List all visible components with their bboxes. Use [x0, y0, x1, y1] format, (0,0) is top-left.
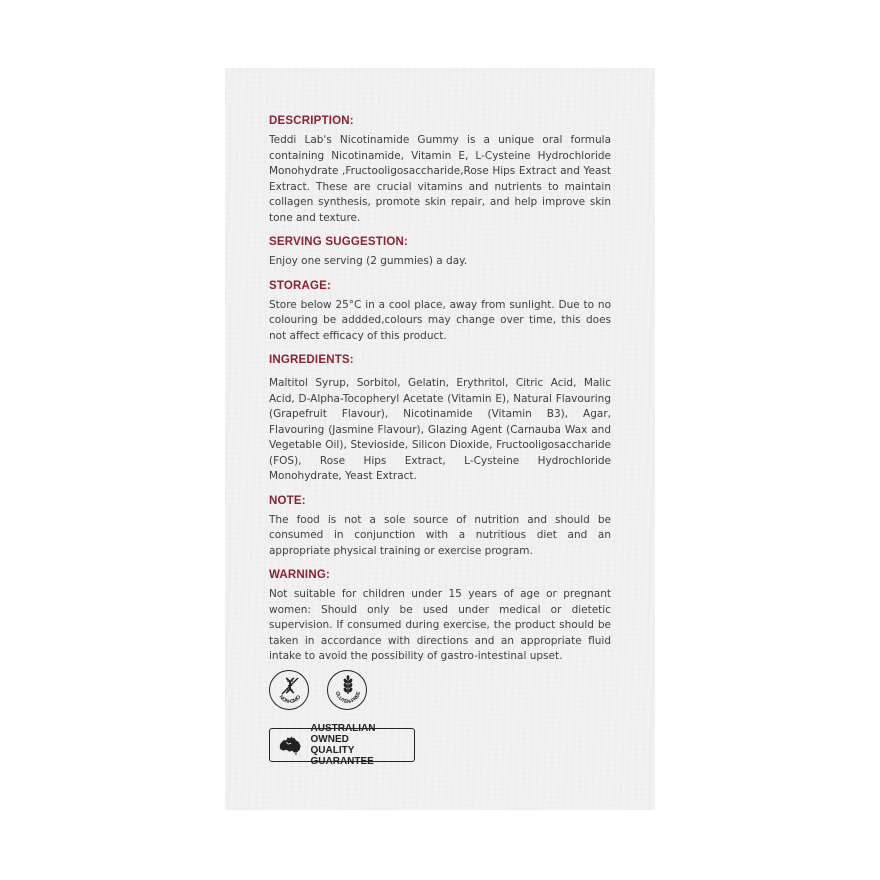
serving-text: Enjoy one serving (2 gummies) a day. — [269, 255, 468, 267]
gluten-free-label: GLUTEN-FREE — [333, 690, 363, 706]
serving-section — [269, 235, 611, 270]
label-content — [269, 114, 611, 674]
australia-map-icon — [278, 734, 303, 756]
australian-owned-line1: AUSTRALIAN OWNED — [310, 723, 376, 745]
non-gmo-badge — [269, 670, 309, 710]
storage-heading: STORAGE: — [269, 279, 332, 292]
wheat-icon — [328, 671, 368, 711]
serving-heading: SERVING SUGGESTION: — [269, 236, 409, 248]
ingredients-heading: INGREDIENTS: — [269, 354, 354, 366]
ingredients-text: Maltitol Syrup, Sorbitol, Gelatin, Erythritol, Citric Acid, Malic Acid, D-Alpha-Tocopheryl Acetate (Vitamin E), Natural Flavouring (Grapefruit Flavour), Nicotinamide (Vitamin B3), Agar, Flavouring (Jasmine Flavour), Glazing Agent (Carnauba Wax and Vegetable Oil), Stevioside, Silicon Dioxide, Fructooligosaccharide (FOS), Rose Hips Extract, L-Cysteine Hydrochloride Monohydrate, Yeast Extract. — [269, 377, 611, 482]
note-heading: NOTE: — [269, 494, 306, 507]
description-heading: DESCRIPTION: — [269, 115, 354, 127]
description-text: Teddi Lab's Nicotinamide Gummy is a unique oral formula containing Nicotinamide, Vitamin E, L-Cysteine Hydrochloride Monohydrate ,Fructooligosaccharide,Rose Hips Extract and Yeast Extract. These are crucial vitamins and nutrients to maintain collagen synthesis, promote skin repair, and help improve skin tone and texture. — [269, 134, 611, 224]
ingredients-section — [269, 353, 611, 485]
australian-owned-text — [311, 723, 415, 767]
certification-badges — [269, 670, 367, 710]
warning-text: Not suitable for children under 15 years of age or pregnant women: Should only be used under medical or dietetic supervision. If consumed during exercise, the product should be taken in accordance with directions and an appropriate fluid intake to avoid the possibility of gastro-intestinal upset. — [269, 588, 611, 662]
note-section — [269, 494, 611, 560]
non-gmo-label: NON-GMO — [277, 694, 303, 706]
storage-section — [269, 279, 611, 345]
warning-heading: WARNING: — [269, 569, 331, 581]
description-section — [269, 114, 611, 226]
note-text: The food is not a sole source of nutrition and should be consumed in conjunction with a nutritious diet and an appropriate physical training or exercise program. — [269, 513, 611, 557]
storage-text: Store below 25°C in a cool place, away from sunlight. Due to no colouring be addded,colours may change over time, this does not affect efficacy of this product. — [269, 298, 611, 342]
australian-owned-line2: QUALITY GUARANTEE — [310, 745, 374, 767]
svg-text:NON-GMO — [278, 694, 303, 705]
australian-owned-badge — [269, 723, 415, 767]
gluten-free-badge — [327, 670, 367, 710]
dna-icon — [270, 671, 310, 711]
warning-section — [269, 568, 611, 665]
product-label-panel — [225, 68, 655, 810]
